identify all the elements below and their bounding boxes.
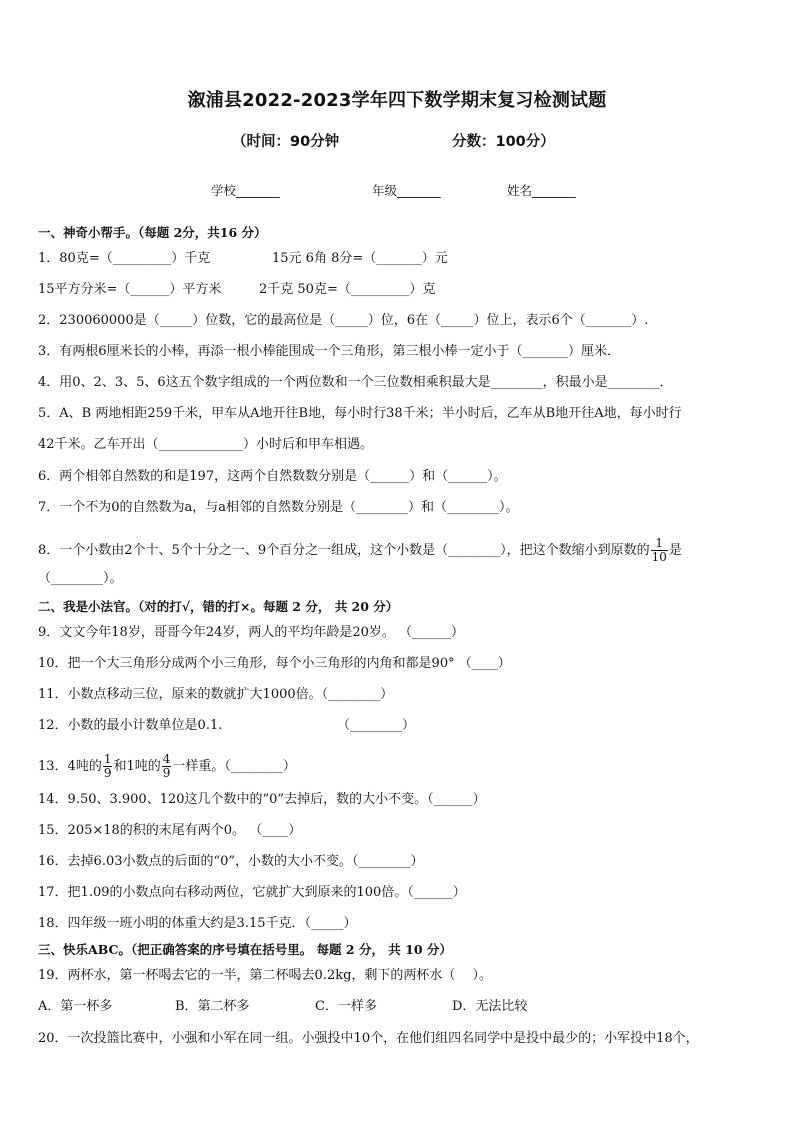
question-1b: 15元 6角 8分=（_______）元: [272, 251, 448, 266]
question-14: 14．9.50、3.900、120这几个数中的“0”去掉后，数的大小不变。（______）: [38, 792, 486, 807]
question-13-text-a: 13．4吨的: [38, 759, 102, 774]
section-3-heading: 三、快乐ABC。（把正确答案的序号填在括号里。 每题 2 分， 共 10 分）: [38, 942, 452, 957]
exam-score: 分数：100分）: [452, 134, 555, 150]
fraction-denominator: 9: [162, 766, 171, 780]
fraction-numerator: 1: [651, 537, 668, 551]
question-2: 2．230060000是（_____）位数，它的最高位是（_____）位，6在（_____）位上，表示6个（_______）.: [38, 313, 649, 328]
fraction-numerator: 1: [103, 752, 112, 766]
exam-time: （时间：90分钟: [232, 134, 340, 150]
question-5-line2: 42千米。乙车开出（_____________）小时后和甲车相遇。: [38, 437, 374, 452]
section-2-heading: 二、我是小法官。（对的打√，错的打×。每题 2 分， 共 20 分）: [38, 599, 399, 614]
fraction-four-ninths: [162, 753, 172, 780]
grade-field: 年级_______: [372, 183, 441, 198]
fraction-one-ninth: [103, 753, 113, 780]
question-18: 18．四年级一班小明的体重大约是3.15千克．（_____）: [38, 916, 357, 931]
option-d: D．无法比较: [452, 999, 528, 1014]
question-10: 10．把一个大三角形分成两个小三角形，每个小三角形的内角和都是90° （____）: [38, 656, 511, 671]
question-5-line1: 5．A、B 两地相距259千米，甲车从A地开往B地，每小时行38千米；半小时后，乙车从B地开往A地，每小时行: [38, 406, 682, 421]
question-8-tail: 是: [668, 543, 682, 558]
option-b: B．第二杯多: [175, 999, 250, 1014]
section-1-heading: 一、神奇小帮手。（每题 2分，共16 分）: [38, 225, 267, 240]
question-8-text: 8．一个小数由2个十、5个十分之一、9个百分之一组成，这个小数是（________），把这个数缩小到原数的: [38, 543, 650, 558]
question-16: 16．去掉6.03小数点的后面的“0”，小数的大小不变。（________）: [38, 854, 424, 869]
question-12-answer: （________）: [337, 718, 416, 733]
school-field: 学校_______: [211, 183, 280, 198]
fraction-numerator: 4: [162, 752, 171, 766]
question-6: 6．两个相邻自然数的和是197，这两个自然数数分别是（______）和（______）。: [38, 469, 507, 484]
question-1a: 1．80克=（_________）千克: [38, 251, 211, 266]
question-4: 4．用0、2、3、5、6这五个数字组成的一个两位数和一个三位数相乘积最大是________，积最小是________．: [38, 375, 673, 390]
fraction-denominator: 9: [103, 766, 112, 780]
question-3: 3．有两根6厘米长的小棒，再添一根小棒能围成一个三角形，第三根小棒一定小于（_______）厘米．: [38, 344, 621, 359]
question-13: [38, 753, 296, 780]
question-13-text-b: 和1吨的: [113, 759, 161, 774]
question-8-line2: （________）。: [38, 571, 123, 586]
option-a: A．第一杯多: [38, 999, 113, 1014]
page-title: 溆浦县2022-2023学年四下数学期末复习检测试题: [187, 90, 607, 111]
question-11: 11．小数点移动三位，原来的数就扩大1000倍。（________）: [38, 687, 394, 702]
question-12: 12．小数的最小计数单位是0.1.: [38, 718, 223, 733]
option-c: C．一样多: [315, 999, 377, 1014]
fraction-one-tenth: [651, 537, 668, 564]
question-9: 9．文文今年18岁，哥哥今年24岁，两人的平均年龄是20岁。 （______）: [38, 625, 465, 640]
question-13-text-c: 一样重。（________）: [172, 759, 296, 774]
question-8-line1: [38, 537, 682, 564]
question-1c: 15平方分米=（______）平方米: [38, 282, 222, 297]
name-field: 姓名_______: [507, 183, 576, 198]
question-19: 19．两杯水，第一杯喝去它的一半，第二杯喝去0.2kg，剩下的两杯水（ ）。: [38, 968, 493, 983]
question-1d: 2千克 50克=（_________）克: [259, 282, 436, 297]
fraction-denominator: 10: [651, 550, 667, 564]
question-17: 17．把1.09的小数点向右移动两位，它就扩大到原来的100倍。（______）: [38, 885, 466, 900]
question-15: 15．205×18的积的末尾有两个0。 （____）: [38, 823, 302, 838]
question-20: 20．一次投篮比赛中，小强和小军在同一组。小强投中10个，在他们组四名同学中是投中最少的；小军投中18个，: [38, 1031, 699, 1046]
question-7: 7．一个不为0的自然数为a，与a相邻的自然数分别是（________）和（________）。: [38, 500, 519, 515]
